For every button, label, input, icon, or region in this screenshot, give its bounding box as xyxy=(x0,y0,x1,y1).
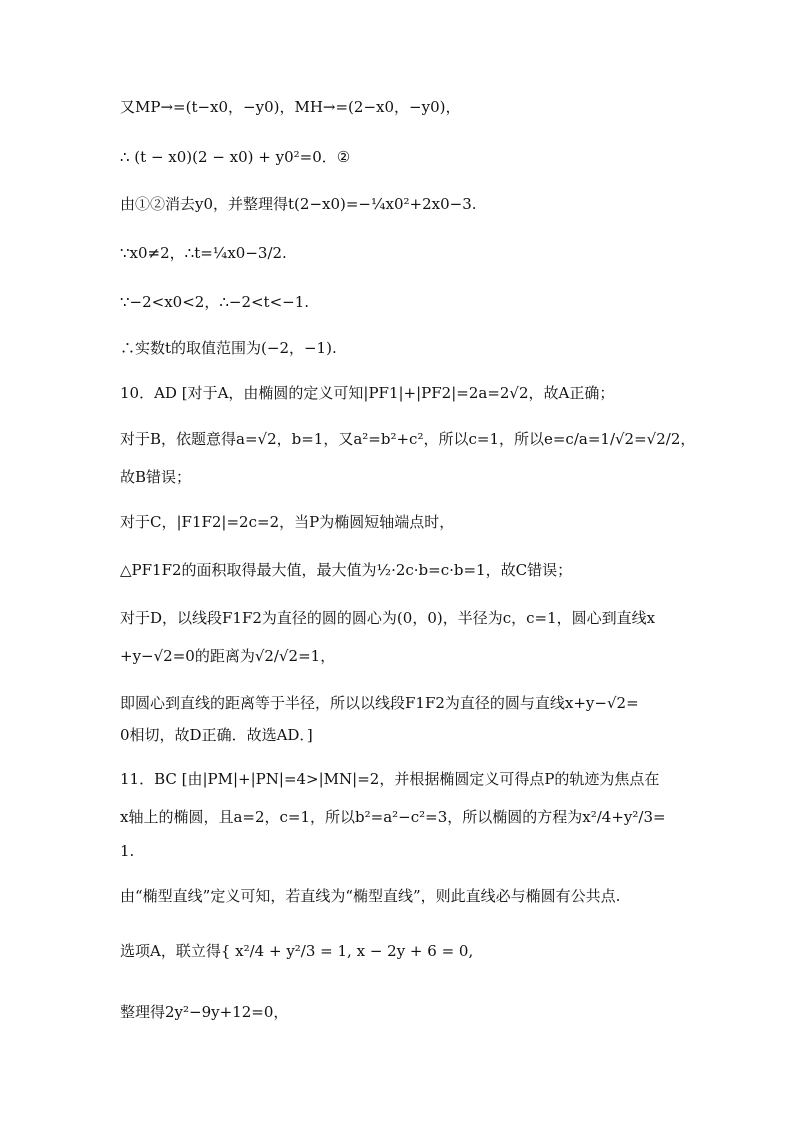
text-line: 对于B，依题意得a=√2，b=1，又a²=b²+c²，所以c=1，所以e=c/a=1/√2=√2/2， xyxy=(120,430,696,448)
text-line: 由“椭型直线”定义可知，若直线为“椭型直线”，则此直线必与椭圆有公共点. xyxy=(120,887,621,905)
text-line: 又MP→=(t−x0，−y0)，MH→=(2−x0，−y0)， xyxy=(120,98,461,116)
text-line: 对于D，以线段F1F2为直径的圆的圆心为(0，0)，半径为c，c=1，圆心到直线x xyxy=(120,609,656,627)
text-line: △PF1F2的面积取得最大值，最大值为½·2c·b=c·b=1，故C错误； xyxy=(120,561,573,579)
text-line: 故B错误； xyxy=(120,468,192,486)
text-line: 对于C，|F1F2|=2c=2，当P为椭圆短轴端点时， xyxy=(120,513,455,531)
text-line: x轴上的椭圆，且a=2，c=1，所以b²=a²−c²=3，所以椭圆的方程为x²/4+y²/3= xyxy=(120,808,666,826)
text-line: 即圆心到直线的距离等于半径，所以以线段F1F2为直径的圆与直线x+y−√2= xyxy=(120,694,639,712)
text-line: 选项A，联立得{ x²/4 + y²/3 = 1, x − 2y + 6 = 0, xyxy=(120,942,474,960)
text-line: +y−√2=0的距离为√2/√2=1， xyxy=(120,647,336,665)
text-line: ∵−2<x0<2，∴−2<t<−1. xyxy=(120,293,310,311)
text-line: ∴实数t的取值范围为(−2，−1). xyxy=(120,339,337,357)
text-line: 1. xyxy=(120,842,135,860)
text-line: 11．BC [由|PM|+|PN|=4>|MN|=2，并根据椭圆定义可得点P的轨迹为焦点在 xyxy=(120,770,660,788)
text-line: ∵x0≠2，∴t=¼x0−3/2. xyxy=(120,244,287,262)
text-line: ∴ (t − x0)(2 − x0) + y0²=0．② xyxy=(120,148,351,166)
text-line: 整理得2y²−9y+12=0， xyxy=(120,1003,289,1021)
text-line: 由①②消去y0，并整理得t(2−x0)=−¼x0²+2x0−3. xyxy=(120,195,477,213)
text-line: 10．AD [对于A，由椭圆的定义可知|PF1|+|PF2|=2a=2√2，故A正确； xyxy=(120,384,615,402)
text-line: 0相切，故D正确．故选AD．] xyxy=(120,726,313,744)
